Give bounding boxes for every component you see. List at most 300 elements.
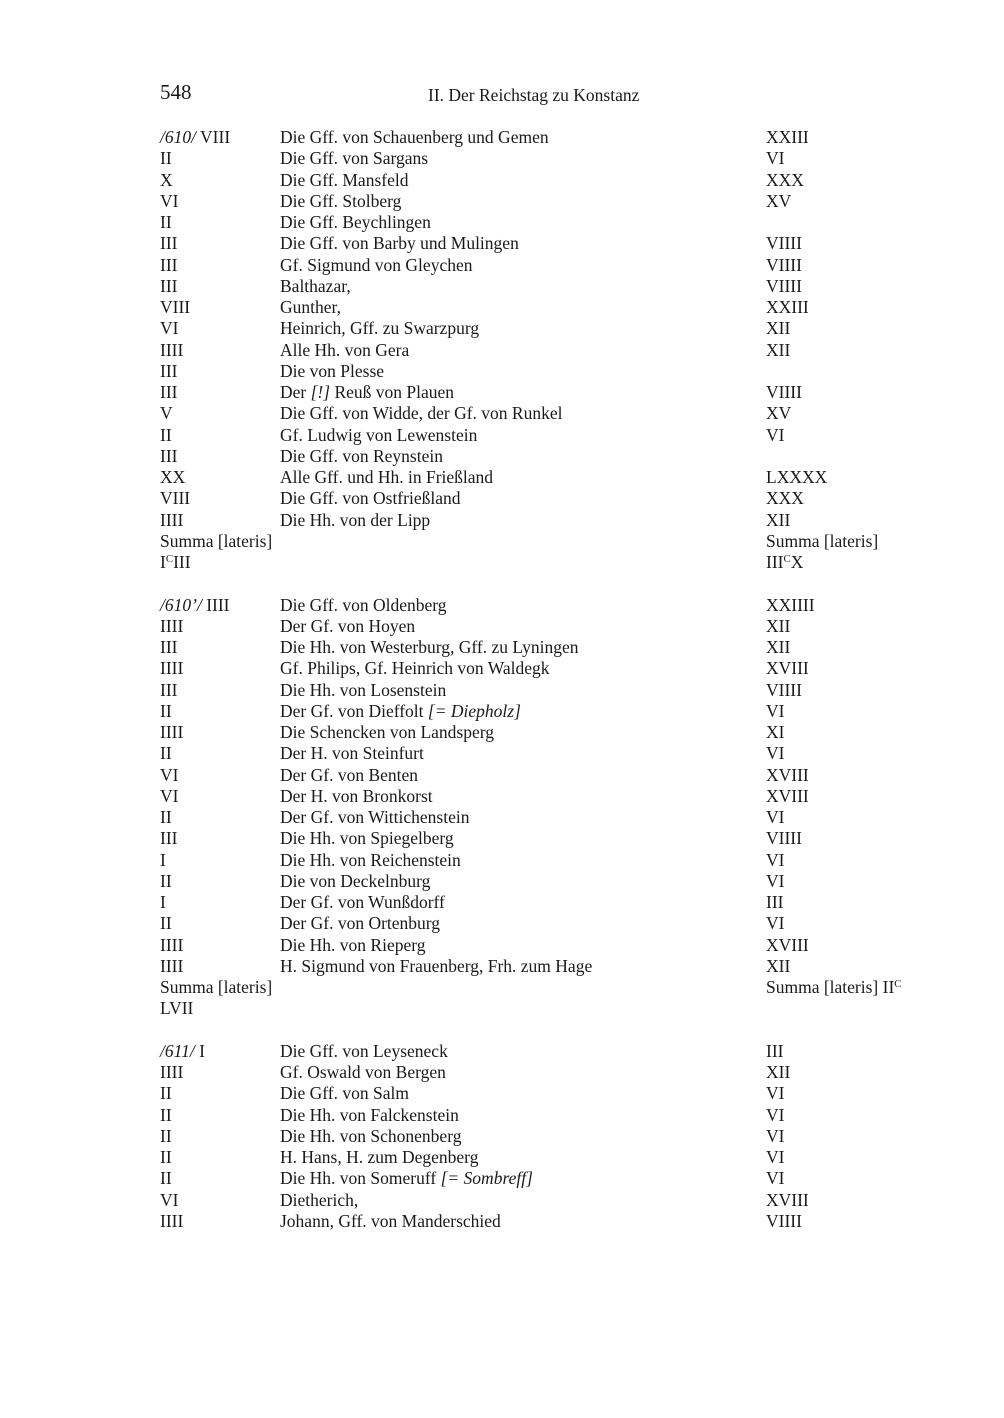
text-segment: XI [766,722,785,742]
name-cell [280,956,766,977]
table-row [160,361,960,382]
value-cell [766,1105,784,1126]
text-segment: III [766,1040,784,1061]
text-segment: Die Hh. von Spiegelberg [280,828,454,849]
text-segment: XXIIII [766,594,815,615]
text-segment: Die Gff. Beychlingen [280,212,431,232]
text-segment: Reuß von Plauen [330,382,455,402]
table-row [160,1147,960,1168]
table-row [160,446,960,467]
editorial-italic-text: /611/ [160,1040,195,1061]
text-segment: III [160,679,178,700]
text-segment: VI [766,1083,785,1104]
text-segment: VI [766,807,785,827]
value-cell [766,743,784,764]
table-row [160,382,960,403]
table-row [160,1126,960,1147]
text-segment: Die Gff. von Reynstein [280,445,443,466]
quota-cell [160,935,280,956]
table-row [160,510,960,531]
name-cell [280,191,766,212]
value-cell [766,1147,784,1168]
quota-cell [160,595,280,616]
text-segment: III [160,233,178,254]
editorial-italic-text: [!] [310,382,331,402]
value-cell [766,467,827,488]
value-cell [766,977,902,998]
text-segment: II [160,1104,172,1125]
text-segment: VIIII [766,679,802,700]
name-cell [280,828,766,849]
name-cell [280,722,766,743]
text-segment: V [160,403,173,424]
table-row [160,892,960,913]
name-cell [280,1126,766,1147]
text-segment: IIII [160,1210,184,1231]
text-segment: H. Sigmund von Frauenberg, Frh. zum Hage [280,955,593,976]
table-row [160,552,960,573]
text-segment: XX [160,467,186,487]
name-cell [280,425,766,446]
quota-cell [160,467,280,488]
text-segment: Die Gff. von Barby und Mulingen [280,233,519,254]
value-cell [766,892,783,913]
table-row [160,297,960,318]
text-segment: IIII [160,722,184,742]
quota-cell [160,552,280,573]
text-segment: II [160,743,172,764]
name-cell [280,1041,766,1062]
table-row [160,637,960,658]
text-segment: Der [280,382,311,402]
quota-cell [160,828,280,849]
text-segment: XII [766,637,791,657]
superscript-c: C [165,553,174,566]
text-segment: XVIII [766,934,809,955]
table-row [160,191,960,212]
name-cell [280,446,766,467]
text-segment: Balthazar, [280,275,351,296]
value-cell [766,935,809,956]
text-segment: II [160,700,172,721]
text-segment: XII [766,1062,791,1082]
text-segment: X [790,552,804,572]
name-cell [280,255,766,276]
value-cell [766,510,790,531]
name-cell [280,127,766,148]
quota-cell [160,956,280,977]
text-segment: Gf. Ludwig von Lewenstein [280,424,478,445]
quota-cell [160,1168,280,1189]
table-row [160,340,960,361]
name-cell [280,510,766,531]
quota-cell [160,680,280,701]
text-segment: VI [766,1147,785,1167]
text-segment: II [160,424,172,445]
name-cell [280,1083,766,1104]
name-cell [280,403,766,424]
value-cell [766,786,809,807]
quota-cell [160,1105,280,1126]
text-segment: Die Gff. von Schauenberg und Gemen [280,127,549,147]
text-segment: Die Gff. von Ostfrießland [280,488,461,509]
value-cell [766,403,791,424]
value-cell [766,807,784,828]
running-header: II. Der Reichstag zu Konstanz [428,85,640,105]
text-segment: III [160,382,178,402]
text-segment: Die Hh. von Someruff [280,1168,441,1189]
text-segment: VI [766,849,785,870]
name-cell [280,1147,766,1168]
name-cell [280,1211,766,1232]
quota-cell [160,998,280,1019]
quota-cell [160,531,280,552]
quota-cell [160,871,280,892]
quota-cell [160,191,280,212]
quota-cell [160,403,280,424]
text-segment: III [766,892,784,912]
value-cell [766,255,802,276]
quota-cell [160,892,280,913]
value-cell [766,701,784,722]
name-cell [280,658,766,679]
name-cell [280,595,766,616]
text-segment: Die Gff. von Oldenberg [280,594,447,615]
table-row [160,170,960,191]
quota-cell [160,616,280,637]
quota-cell [160,382,280,403]
text-segment: X [160,169,173,190]
value-cell [766,531,878,552]
quota-cell [160,1041,280,1062]
text-segment: Die Hh. von Schonenberg [280,1125,462,1146]
value-cell [766,276,802,297]
text-segment: II [160,913,172,934]
quota-cell [160,1211,280,1232]
quota-cell [160,318,280,339]
text-segment: XII [766,509,791,530]
text-segment: VIIII [766,275,802,296]
text-segment: LVII [160,998,194,1019]
editorial-italic-text: /610’/ [160,594,202,615]
text-segment: VIII [160,297,191,317]
table-row [160,403,960,424]
text-segment: VI [766,148,785,169]
name-cell [280,552,766,573]
value-cell [766,191,791,212]
table-row [160,212,960,233]
name-cell [280,318,766,339]
text-segment: VI [766,870,785,891]
text-segment: LXXXX [766,467,828,487]
table-row [160,765,960,786]
text-segment: Die Gff. von Salm [280,1083,409,1104]
quota-cell [160,361,280,382]
quota-cell [160,446,280,467]
table-row [160,1211,960,1232]
text-segment: VIIII [766,1210,802,1231]
text-segment: Die Gff. von Sargans [280,148,429,169]
name-cell [280,701,766,722]
table-row [160,956,960,977]
value-cell [766,765,809,786]
table-row [160,276,960,297]
text-segment: VI [766,1168,785,1189]
value-cell [766,1041,783,1062]
text-segment: III [160,360,178,381]
text-segment: Gunther, [280,297,342,317]
quota-table [160,127,960,1232]
text-segment: XV [766,190,792,211]
text-segment: III [766,552,784,572]
table-row [160,998,960,1019]
value-cell [766,148,784,169]
text-segment: Summa [lateris] II [766,977,895,997]
text-segment: XII [766,615,791,636]
quota-cell [160,148,280,169]
quota-cell [160,510,280,531]
name-cell [280,913,766,934]
name-cell [280,1168,766,1189]
quota-cell [160,1147,280,1168]
text-segment: II [160,212,172,232]
text-segment: I [160,849,166,870]
text-segment: III [160,275,178,296]
superscript-c: C [783,553,791,566]
text-segment: Der Gf. von Benten [280,764,419,785]
table-row [160,743,960,764]
name-cell [280,297,766,318]
table-row [160,233,960,254]
quota-cell [160,807,280,828]
name-cell [280,786,766,807]
value-cell [766,1062,790,1083]
name-cell [280,276,766,297]
value-cell [766,1211,802,1232]
quota-cell [160,658,280,679]
quota-cell [160,701,280,722]
table-row [160,722,960,743]
quota-cell [160,255,280,276]
text-segment: IIII [160,339,184,360]
text-segment: Die Hh. von Falckenstein [280,1104,459,1125]
value-cell [766,637,790,658]
quota-cell [160,233,280,254]
superscript-c: C [894,978,902,991]
text-segment: Summa [lateris] [160,977,273,997]
name-cell [280,467,766,488]
text-segment: VIII [195,127,231,147]
name-cell [280,170,766,191]
name-cell [280,850,766,871]
table-row [160,828,960,849]
quota-cell [160,340,280,361]
text-segment: IIII [160,509,184,530]
value-cell [766,1083,784,1104]
text-segment: XVIII [766,785,809,806]
text-segment: Die Hh. von Westerburg, Gff. zu Lyningen [280,637,579,657]
text-segment: Der Gf. von Wittichenstein [280,807,470,827]
name-cell [280,977,766,998]
value-cell [766,552,803,573]
value-cell [766,616,790,637]
text-segment: II [160,1147,172,1167]
text-segment: III [160,254,178,275]
value-cell [766,828,802,849]
text-segment: III [160,637,178,657]
table-row [160,680,960,701]
table-row [160,467,960,488]
text-segment: XXIII [766,127,809,147]
text-segment: III [160,445,178,466]
text-segment: II [160,1168,172,1189]
text-segment: XII [766,318,791,339]
block-spacer [160,1020,960,1041]
text-segment: VI [160,764,179,785]
text-segment: Gf. Philips, Gf. Heinrich von Waldegk [280,658,550,679]
text-segment: XII [766,955,791,976]
name-cell [280,1190,766,1211]
text-segment: III [173,552,191,572]
text-segment: Der Gf. von Dieffolt [280,700,428,721]
text-segment: III [160,828,178,849]
name-cell [280,212,766,233]
quota-cell [160,1190,280,1211]
text-segment: IIII [201,594,230,615]
text-segment: Alle Hh. von Gera [280,339,410,360]
text-segment: VI [160,1189,179,1210]
table-row [160,935,960,956]
table-row [160,786,960,807]
text-segment: VI [160,785,179,806]
text-segment: XXX [766,488,804,509]
quota-cell [160,297,280,318]
text-segment: XII [766,339,791,360]
quota-cell [160,765,280,786]
text-segment: IIII [160,658,184,679]
value-cell [766,425,784,446]
text-segment: Die Gff. Mansfeld [280,169,409,190]
table-row [160,1190,960,1211]
editorial-italic-text: /610/ [160,127,196,147]
table-row [160,595,960,616]
table-row [160,425,960,446]
value-cell [766,956,790,977]
table-row [160,318,960,339]
text-segment: XVIII [766,764,809,785]
name-cell [280,616,766,637]
value-cell [766,680,802,701]
quota-cell [160,425,280,446]
text-segment: Alle Gff. und Hh. in Frießland [280,467,494,487]
table-row [160,1168,960,1189]
quota-cell [160,637,280,658]
text-segment: Johann, Gff. von Manderschied [280,1210,501,1231]
table-row [160,871,960,892]
page-number: 548 [160,80,192,104]
text-segment: Die Hh. von der Lipp [280,509,431,530]
text-segment: Dietherich, [280,1189,359,1210]
table-row [160,488,960,509]
value-cell [766,658,809,679]
name-cell [280,1062,766,1083]
text-segment: XXIII [766,297,809,317]
quota-cell [160,786,280,807]
quota-cell [160,722,280,743]
name-cell [280,743,766,764]
table-row [160,913,960,934]
text-segment: Gf. Sigmund von Gleychen [280,254,473,275]
text-segment: II [160,1083,172,1104]
value-cell [766,871,784,892]
text-segment: Die Gff. von Widde, der Gf. von Runkel [280,403,563,424]
text-segment: VI [766,1104,785,1125]
table-row [160,1062,960,1083]
value-cell [766,722,784,743]
value-cell [766,1190,809,1211]
table-row [160,1105,960,1126]
text-segment: XVIII [766,658,809,679]
text-segment: Die Hh. von Losenstein [280,679,447,700]
name-cell [280,935,766,956]
value-cell [766,595,815,616]
text-segment: VI [766,1125,785,1146]
text-segment: XXX [766,169,804,190]
name-cell [280,233,766,254]
text-segment: VI [160,318,179,339]
name-cell [280,871,766,892]
text-segment: VI [766,700,785,721]
table-row [160,658,960,679]
table-row [160,127,960,148]
name-cell [280,488,766,509]
quota-cell [160,1083,280,1104]
text-segment: VIIII [766,254,802,275]
value-cell [766,488,804,509]
text-segment: II [160,870,172,891]
quota-cell [160,1126,280,1147]
text-segment: Der H. von Bronkorst [280,785,433,806]
name-cell [280,637,766,658]
table-row [160,850,960,871]
table-row [160,807,960,828]
table-row [160,531,960,552]
editorial-italic-text: [= Diepholz] [427,700,521,721]
quota-cell [160,850,280,871]
text-segment: Die Gff. von Leyseneck [280,1040,448,1061]
name-cell [280,340,766,361]
value-cell [766,170,804,191]
value-cell [766,1168,784,1189]
table-row [160,1041,960,1062]
table-row [160,616,960,637]
name-cell [280,892,766,913]
text-segment: VIIII [766,233,802,254]
text-segment: VIIII [766,828,802,849]
text-segment: Gf. Oswald von Bergen [280,1062,446,1082]
quota-cell [160,488,280,509]
value-cell [766,127,809,148]
text-segment: Summa [lateris] [766,530,879,551]
text-segment: II [160,807,172,827]
text-segment: VI [766,913,785,934]
text-segment: II [160,1125,172,1146]
text-segment: XV [766,403,792,424]
text-segment: Der H. von Steinfurt [280,743,424,764]
value-cell [766,1126,784,1147]
value-cell [766,382,802,403]
value-cell [766,913,784,934]
